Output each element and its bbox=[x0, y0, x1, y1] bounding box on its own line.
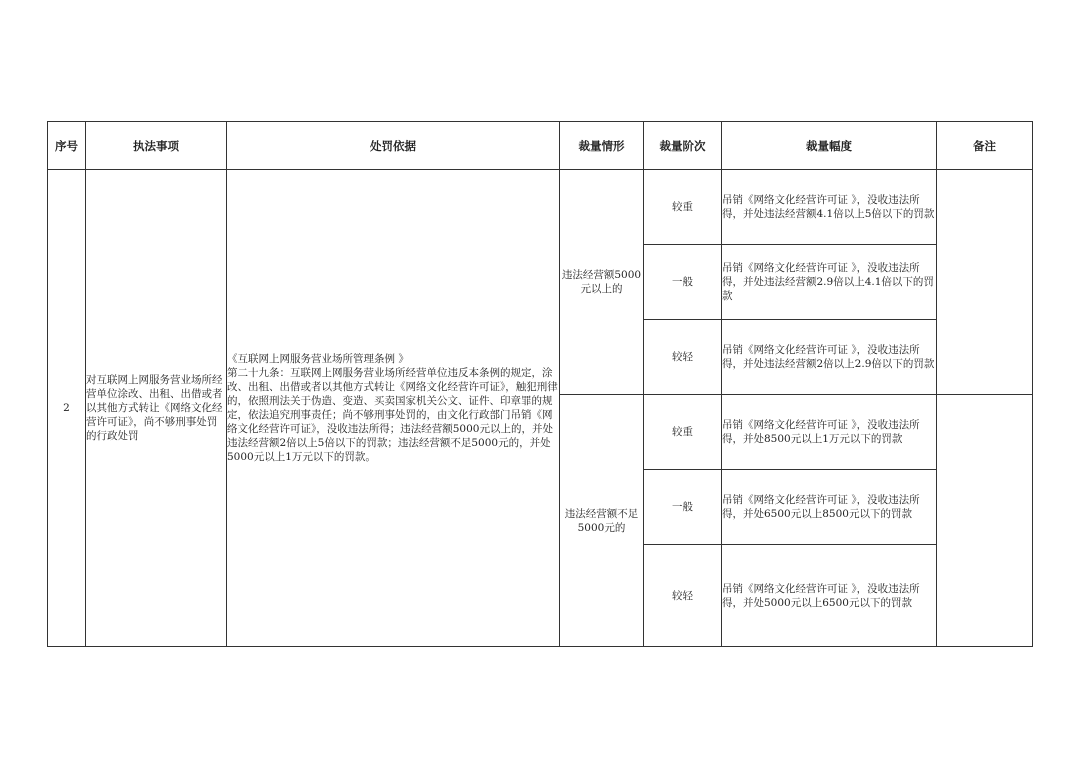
header-circumstance: 裁量情形 bbox=[560, 122, 644, 170]
header-remark: 备注 bbox=[937, 122, 1033, 170]
basis-regulation-title: 《互联网上网服务营业场所管理条例 》 bbox=[227, 353, 409, 365]
header-range: 裁量幅度 bbox=[722, 122, 937, 170]
range-cell: 吊销《网络文化经营许可证 》，没收违法所得，并处违法经营额2倍以上2.9倍以下的罚款 bbox=[722, 320, 937, 395]
enforcement-item-cell: 对互联网上网服务营业场所经营单位涂改、出租、出借或者以其他方式转让《网络文化经营许可证》，尚不够刑事处罚的行政处罚 bbox=[86, 170, 227, 647]
level-cell: 较重 bbox=[644, 170, 722, 245]
level-cell: 一般 bbox=[644, 470, 722, 545]
header-item: 执法事项 bbox=[86, 122, 227, 170]
level-cell: 较轻 bbox=[644, 545, 722, 647]
circumstance-cell: 违法经营额5000元以上的 bbox=[560, 170, 644, 395]
range-cell: 吊销《网络文化经营许可证 》，没收违法所得，并处5000元以上6500元以下的罚款 bbox=[722, 545, 937, 647]
table-row bbox=[48, 170, 1033, 245]
penalty-basis-cell bbox=[227, 170, 560, 647]
range-cell: 吊销《网络文化经营许可证 》，没收违法所得，并处8500元以上1万元以下的罚款 bbox=[722, 395, 937, 470]
header-level: 裁量阶次 bbox=[644, 122, 722, 170]
circumstance-cell: 违法经营额不足5000元的 bbox=[560, 395, 644, 647]
range-cell: 吊销《网络文化经营许可证 》，没收违法所得，并处违法经营额2.9倍以上4.1倍以下的罚款 bbox=[722, 245, 937, 320]
level-cell: 较轻 bbox=[644, 320, 722, 395]
range-cell: 吊销《网络文化经营许可证 》，没收违法所得，并处6500元以上8500元以下的罚款 bbox=[722, 470, 937, 545]
header-basis: 处罚依据 bbox=[227, 122, 560, 170]
level-cell: 较重 bbox=[644, 395, 722, 470]
remark-cell bbox=[937, 170, 1033, 395]
seq-cell: 2 bbox=[48, 170, 86, 647]
remark-cell bbox=[937, 395, 1033, 647]
penalty-discretion-table bbox=[47, 121, 1033, 647]
header-row bbox=[48, 122, 1033, 170]
basis-article-text: 第二十九条：互联网上网服务营业场所经营单位违反本条例的规定，涂改、出租、出借或者以其他方式转让《网络文化经营许可证》，触犯刑律的，依照刑法关于伪造、变造、买卖国家机关公文、证件、印章罪的规定，依法追究刑事责任；尚不够刑事处罚的，由文化行政部门吊销《网络文化经营许可证》，没收违法所得；违法经营额5000元以上的，并处违法经营额2倍以上5倍以下的罚款；违法经营额不足5000元的，并处5000元以上1万元以下的罚款。 bbox=[227, 367, 558, 463]
level-cell: 一般 bbox=[644, 245, 722, 320]
header-seq: 序号 bbox=[48, 122, 86, 170]
range-cell: 吊销《网络文化经营许可证 》，没收违法所得，并处违法经营额4.1倍以上5倍以下的罚款 bbox=[722, 170, 937, 245]
